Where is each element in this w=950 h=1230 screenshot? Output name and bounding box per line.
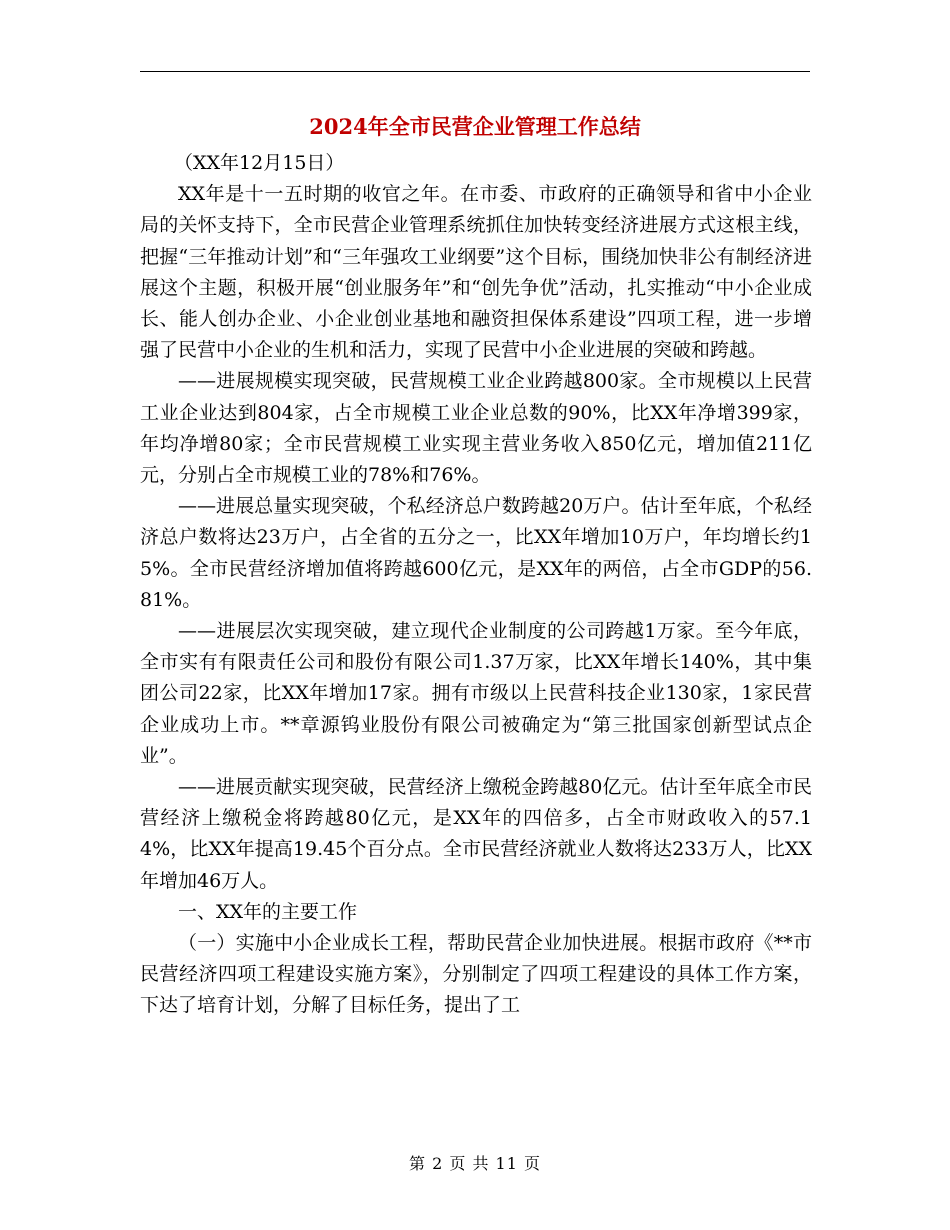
paragraph-growth-project: （一）实施中小企业成长工程，帮助民营企业加快进展。根据市政府《**市民营经济四项工程建设实施方案》，分别制定了四项工程建设的具体工作方案，下达了培育计划，分解了目标任务，提出了工 — [140, 932, 812, 1017]
header-rule — [140, 71, 810, 72]
document-body — [140, 148, 812, 1022]
paragraph-total: ——进展总量实现突破，个私经济总户数跨越20万户。估计至年底，个私经济总户数将达23万户，占全省的五分之一，比XX年增加10万户，年均增长约15%。全市民营经济增加值将跨越600亿元，是XX年的两倍，占全市GDP的56.81%。 — [140, 495, 812, 611]
paragraph-intro: XX年是十一五时期的收官之年。在市委、市政府的正确领导和省中小企业局的关怀支持下，全市民营企业管理系统抓住加快转变经济进展方式这根主线，把握“三年推动计划”和“三年强攻工业纲要”这个目标，围绕加快非公有制经济进展这个主题，积极开展“创业服务年”和“创先争优”活动，扎实推动“中小企业成长、能人创办企业、小企业创业基地和融资担保体系建设”四项工程，进一步增强了民营中小企业的生机和活力，实现了民营中小企业进展的突破和跨越。 — [140, 183, 812, 362]
date-line: （XX年12月15日） — [174, 152, 345, 174]
section-heading: 一、XX年的主要工作 — [178, 900, 358, 923]
document-title: 2024年全市民营企业管理工作总结 — [309, 114, 641, 139]
paragraph-level: ——进展层次实现突破，建立现代企业制度的公司跨越1万家。至今年底，全市实有有限责任公司和股份有限公司1.37万家，比XX年增长140%，其中集团公司22家，比XX年增加17家。拥有市级以上民营科技企业130家，1家民营企业成功上市。**章源钨业股份有限公司被确定为“第三批国家创新型试点企业”。 — [140, 620, 812, 767]
page-footer: 第 2 页 共 11 页 — [409, 1154, 541, 1173]
paragraph-contribution: ——进展贡献实现突破，民营经济上缴税金跨越80亿元。估计至年底全市民营经济上缴税金将跨越80亿元，是XX年的四倍多，占全市财政收入的57.14%，比XX年提高19.45个百分点。全市民营经济就业人数将达233万人，比XX年增加46万人。 — [140, 776, 812, 892]
paragraph-scale: ——进展规模实现突破，民营规模工业企业跨越800家。全市规模以上民营工业企业达到804家，占全市规模工业企业总数的90%，比XX年净增399家，年均净增80家；全市民营规模工业实现主营业务收入850亿元，增加值211亿元，分别占全市规模工业的78%和76%。 — [140, 370, 812, 487]
